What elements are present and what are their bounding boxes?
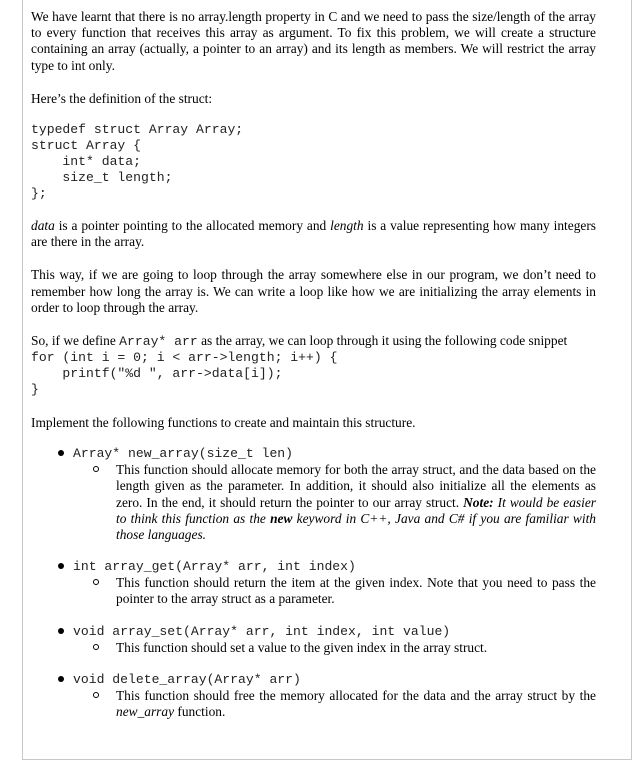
data-term: data (31, 218, 55, 234)
document-body (31, 9, 596, 720)
note-keyword: new (270, 510, 293, 526)
code-line: printf("%d ", arr->data[i]); (31, 366, 283, 382)
loop-code-block (31, 350, 596, 398)
code-line: struct Array { (31, 138, 142, 154)
snippet-intro-text: So, if we define (31, 333, 120, 349)
code-line: for (int i = 0; i < arr->length; i++) { (31, 350, 338, 366)
struct-code-block (31, 122, 596, 202)
code-line: }; (31, 186, 47, 202)
bullet-icon (58, 628, 64, 634)
note-text: It would be easier to think this function as the (116, 494, 596, 526)
function-item (31, 672, 596, 720)
intro-paragraph: We have learnt that there is no array.length property in C and we need to pass the size/length of the array to every function that receives this array as argument. To fix this problem, we will create a structure containing an array (actually, a pointer to an array) and its length as members. We will restrict the array type to int only. (31, 9, 596, 73)
function-item (31, 559, 596, 607)
circle-bullet-icon (93, 466, 99, 472)
function-description-item (31, 575, 596, 607)
code-line: int* data; (31, 154, 142, 170)
bullet-icon (58, 450, 64, 456)
snippet-intro (31, 333, 596, 350)
description-text: This function should free the memory allocated for the data and the array struct by the (116, 687, 596, 703)
note-label: Note: (463, 494, 494, 510)
function-description (116, 688, 596, 720)
snippet-intro-text: as the array, we can loop through it using the following code snippet (197, 333, 568, 349)
function-description-item (31, 462, 596, 543)
function-description-item (31, 640, 596, 656)
code-line: } (31, 382, 39, 398)
new-array-term: new_array (116, 704, 175, 720)
loop-paragraph: This way, if we are going to loop through the array somewhere else in our program, we don’t need to remember how long the array is. We can write a loop like how we are initializing the array elements in order to loop through the array. (31, 267, 596, 315)
circle-bullet-icon (93, 692, 99, 698)
explanation-text: is a pointer pointing to the allocated memory and (54, 218, 331, 234)
function-signature: Array* new_array(size_t len) (73, 446, 294, 462)
function-signature: void delete_array(Array* arr) (73, 671, 301, 687)
circle-bullet-icon (93, 644, 99, 650)
definition-label: Here’s the definition of the struct: (31, 90, 213, 106)
bullet-icon (58, 563, 64, 569)
code-line: size_t length; (31, 170, 173, 186)
function-list (31, 446, 596, 720)
code-line: typedef struct Array Array; (31, 122, 244, 138)
explanation-paragraph (31, 218, 596, 250)
function-signature: void array_set(Array* arr, int index, int value) (73, 623, 451, 639)
function-description (116, 462, 596, 543)
explanation-text: is a value representing how many integers are there in the array. (31, 218, 596, 250)
circle-bullet-icon (93, 579, 99, 585)
bullet-icon (58, 676, 64, 682)
description-text: This function should allocate memory for both the array struct, and the data based on the length given as the parameter. In addition, it should also initialize all the elements as zero. In the end, it should return the pointer to our array struct. (116, 462, 596, 510)
description-text: function. (174, 704, 226, 720)
function-description: This function should set a value to the given index in the array struct. (116, 639, 488, 655)
note-text: keyword in C++, Java and C# if you are familiar with those languages. (116, 510, 596, 543)
implement-label: Implement the following functions to create and maintain this structure. (31, 415, 416, 431)
function-item (31, 624, 596, 656)
length-term: length (330, 218, 364, 234)
array-declaration-code: Array* arr (119, 334, 198, 350)
function-description: This function should return the item at the given index. Note that you need to pass the pointer to the array struct as a parameter. (116, 575, 596, 607)
function-signature: int array_get(Array* arr, int index) (73, 559, 356, 575)
function-description-item (31, 688, 596, 720)
function-item (31, 446, 596, 543)
